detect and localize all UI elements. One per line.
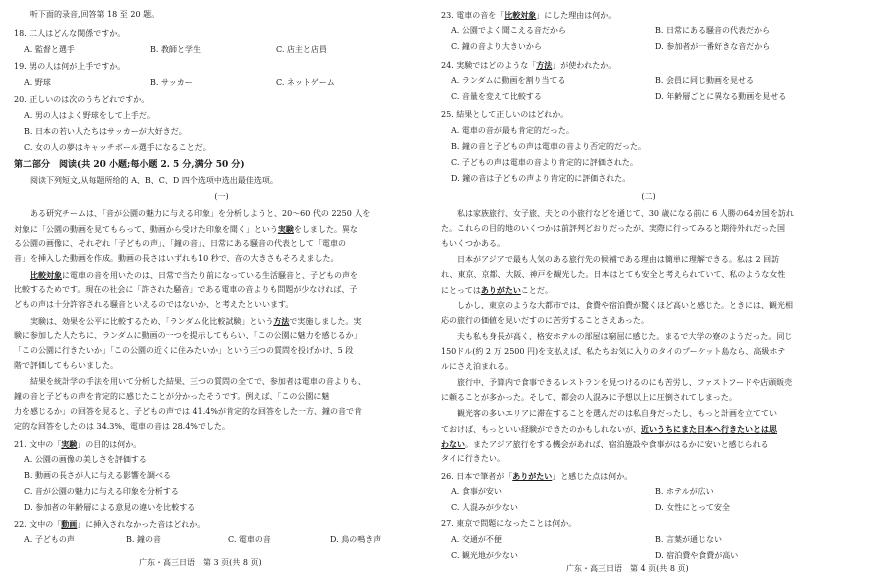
text-run: 」に挿入されなかった音はどれか。 (77, 520, 206, 529)
passage1-line: ある研究チームは、「音が公園の魅力に与える印象」を分析しようと、20～60 代の 2250 人を (30, 209, 371, 218)
passage4-line: 結果を統計学の手法を用いて分析した結果、三つの質問の全てで、参加者は電車の音よりも、 (30, 377, 366, 386)
q25-option-c: C. 子どもの声は電車の音より肯定的に評価された。 (451, 158, 638, 167)
text-run: で実施しました。実 (289, 317, 362, 326)
q26-option-a: A. 食事が安い (451, 487, 502, 496)
passage-b3-line: しかし、東京のような大都市では、食費や宿泊費が驚くほど高いと感じた。ときには、観光相 (457, 301, 793, 310)
q27-stem: 27. 東京で問題になったことは何か。 (441, 519, 577, 528)
keyword: ありがたい (512, 471, 553, 481)
q24-option-c: C. 音量を変えて比較する (451, 92, 542, 101)
q21-option-d: D. 参加者の年齢層による意見の違いを比較する (24, 503, 196, 512)
passage2-line: どもの声は十分許容される騒音といえるのではないか、と考えたといいます。 (14, 300, 294, 309)
keyword: 動画 (61, 519, 78, 529)
q27-option-a: A. 交通が不便 (451, 535, 502, 544)
q21-stem (14, 437, 141, 452)
q23-stem (441, 8, 616, 23)
q22-stem (14, 517, 205, 532)
left-column (14, 0, 429, 577)
passage1-line: 音」を挿入した動画を作成。動画の長さはいずれも10 秒で、音の大きさもそろえました。 (14, 254, 339, 263)
q27-option-c: C. 観光地が少ない (451, 551, 518, 560)
keyword-hikaku: 比較対象 (30, 270, 62, 280)
q19-option-b: B. サッカー (150, 78, 193, 87)
q18-option-a: A. 監督と選手 (24, 45, 75, 54)
text-run: 対象に「公園の動画を見てもらって、動画から受けた印象を聞く」という (14, 225, 278, 234)
q20-option-b: B. 日本の若い人たちはサッカーが大好きだ。 (24, 127, 187, 136)
q20-option-c: C. 女の人の夢はキャッチボール選手になることだ。 (24, 143, 211, 152)
passage4-line: 鐘の音と子どもの声を肯定的に感じたことが分かったそうです。例えば、「この公園に魅 (14, 392, 330, 401)
q19-option-a: A. 野球 (24, 78, 51, 87)
q19-option-c: C. ネットゲーム (276, 78, 335, 87)
section-instruction: 阅读下列短文,从每题所给的 A、B、C、D 四个选项中选出最佳选项。 (30, 176, 278, 185)
q23-option-c: C. 鐘の音より大きいから (451, 42, 542, 51)
q25-option-d: D. 鐘の音は子どもの声より肯定的に評価された。 (451, 174, 631, 183)
text-run: にとっては (441, 286, 481, 295)
q23-option-a: A. 公園でよく聞こえる音だから (451, 26, 566, 35)
right-column (441, 0, 856, 577)
q24-option-a: A. ランダムに動画を割り当てる (451, 76, 566, 85)
q26-option-b: B. ホテルが広い (655, 487, 714, 496)
q27-option-d: D. 宿泊費や食費が高い (655, 551, 739, 560)
page-footer-right: 广东・高三日语 第 4 页(共 8 页) (566, 564, 689, 573)
passage1-line: る公園の画像に、それぞれ「子どもの声」、「鐘の音」、日常にある騒音の代表として「電車の (14, 239, 346, 248)
q18-option-b: B. 教師と学生 (150, 45, 201, 54)
passage-b6-line: 観光客の多いエリアに滞在することを選んだのは私自身だったし、もっと計画を立ててい (457, 409, 777, 418)
q26-option-c: C. 人混みが少ない (451, 503, 518, 512)
keyword: 比較対象 (504, 10, 537, 20)
q23-option-d: D. 参加者が一番好きな音だから (655, 42, 771, 51)
page-footer-left: 广东・高三日语 第 3 页(共 8 页) (139, 558, 262, 567)
q26-stem (441, 469, 632, 484)
q21-option-c: C. 音が公園の魅力に与える印象を分析する (24, 487, 179, 496)
q22-option-b: B. 鐘の音 (126, 535, 161, 544)
section-title: 第二部分 阅读(共 20 小题;每小题 2. 5 分,满分 50 分) (14, 160, 245, 170)
q20-option-a: A. 男の人はよく野球をして上手だ。 (24, 111, 155, 120)
q22-option-a: A. 子どもの声 (24, 535, 75, 544)
passage3-line: 験に参加した人たちに、ランダムに動画の一つを提示してもらい、「この公園に魅力を感じるか」 (14, 331, 362, 340)
passage-b6-line (441, 437, 769, 452)
q24-stem (441, 58, 616, 73)
passage1-line (14, 222, 358, 237)
text-run: 。またアジア旅行をする機会があれば、宿泊施設や食事がはるかに安いと感じられる (465, 440, 769, 449)
text-run: ておけば、もっといい経験ができたのかもしれないが、 (441, 425, 641, 434)
passage-b3-line: 応の旅行の価値を見いだすのに苦労することさえあった。 (441, 316, 649, 325)
passage3-line (30, 314, 361, 329)
passage-heading-1: (一) (214, 192, 229, 201)
text-run: 実験は、効果を公平に比較するため、「ランダム化比較試験」という (30, 317, 274, 326)
passage-b2-line: 日本がアジアで最も人気のある旅行先の候補である理由は簡単に理解できる。私は 2 回訪 (457, 255, 780, 264)
text-run: 」にした理由は何か。 (536, 11, 617, 20)
passage4-line: 力を感じるか」の回答を見ると、子どもの声では 41.4%が肯定的な回答をした一方、鐘の音で肯 (14, 407, 362, 416)
keyword: 方法 (536, 60, 553, 70)
keyword-underlined-sentence: 近いうちにまた日本へ行きたいとは思 (641, 424, 777, 434)
keyword-arigatai: ありがたい (480, 285, 521, 295)
listening-intro: 听下面的录音,回答第 18 至 20 题。 (30, 10, 160, 19)
passage2-line (30, 268, 358, 283)
passage-heading-2: (二) (641, 192, 656, 201)
text-run: 」の目的は何か。 (77, 440, 142, 449)
q27-option-b: B. 言葉が通じない (655, 535, 722, 544)
passage-b6-line: タイに行きたい。 (441, 454, 505, 463)
text-run: 24. 実験ではどのような「 (441, 61, 537, 70)
keyword: 実験 (61, 439, 78, 449)
q18-option-c: C. 店主と店員 (276, 45, 327, 54)
passage3-line: 階で評価してもらいました。 (14, 361, 118, 370)
q18-stem: 18. 二人はどんな関係ですか。 (14, 29, 126, 38)
text-run: 」と感じた点は何か。 (552, 472, 633, 481)
q25-stem: 25. 結果として正しいのはどれか。 (441, 110, 569, 119)
q26-option-d: D. 女性にとって安全 (655, 503, 731, 512)
passage-b6-line (441, 422, 777, 437)
passage-b1-line: もいくつかある。 (441, 239, 505, 248)
passage-b5-line: に頼ることが多かった。そして、都会の人混みに予想以上に圧倒されてしまった。 (441, 393, 737, 402)
passage-b1-line: 私は家族旅行、女子旅、夫との小旅行などを通じて、30 歳になる前に 6 人勝の64カ国を訪れ (457, 209, 794, 218)
text-run: をしました。異な (293, 225, 358, 234)
q25-option-b: B. 鐘の音と子どもの声は電車の音より否定的だった。 (451, 142, 646, 151)
passage3-line: 「この公園に行きたいか」「この公園の近くに住みたいか」という三つの質問を投げかけ、5 段 (14, 346, 354, 355)
passage-b2-line (441, 283, 553, 298)
text-run: 」が使われたか。 (552, 61, 617, 70)
q24-option-d: D. 年齢層ごとに異なる動画を見せる (655, 92, 787, 101)
passage2-line: 比較するためです。現在の社会に「許された騒音」である電車の音よりも問題が少なければ、子 (14, 285, 358, 294)
q21-option-b: B. 動画の長さが人に与える影響を調べる (24, 471, 171, 480)
keyword-jikken: 実験 (277, 224, 294, 234)
text-run: 22. 文中の「 (14, 520, 62, 529)
q21-option-a: A. 公園の画像の美しさを評価する (24, 455, 147, 464)
text-run: 21. 文中の「 (14, 440, 62, 449)
q22-option-c: C. 電車の音 (228, 535, 271, 544)
passage-b4-line: ルにさえ泊まれる。 (441, 362, 513, 371)
passage-b5-line: 旅行中、予算内で食事できるレストランを見つけるのにも苦労し、ファストフードや店頭販売 (457, 378, 793, 387)
q24-option-b: B. 会員に同じ動画を見せる (655, 76, 754, 85)
q23-option-b: B. 日常にある騒音の代表だから (655, 26, 770, 35)
text-run: に電車の音を用いたのは、日常で当たり前になっている生活騒音と、子どもの声を (62, 271, 358, 280)
text-run: ことだ。 (520, 286, 553, 295)
q25-option-a: A. 電車の音が最も肯定的だった。 (451, 126, 574, 135)
text-run: 26. 日本で筆者が「 (441, 472, 513, 481)
passage-b2-line: れ、東京、京都、大阪、神戸を観光した。日本はとても安全と考えられていて、私のような女性 (441, 270, 786, 279)
text-run: 23. 電車の音を「 (441, 11, 505, 20)
q20-stem: 20. 正しいのは次のうちどれですか。 (14, 95, 150, 104)
keyword-houhou: 方法 (273, 316, 290, 326)
q19-stem: 19. 男の人は何が上手ですか。 (14, 62, 126, 71)
q22-option-d: D. 鳥の鳴き声 (330, 535, 382, 544)
passage-b4-line: 夫も私も身長が高く、格安ホテルの部屋は窮屈に感じた。まるで大学の寮のようだった。同じ (457, 332, 793, 341)
passage4-line: 定的な回答をしたのは 34.3%、電車の音は 28.4%でした。 (14, 422, 230, 431)
passage-b4-line: 150ドル(約 2 万 2500 円)を支払えば、私たちお気に入りのタイのプーケット島なら、高級ホテ (441, 347, 786, 356)
keyword-underlined-sentence: わない (441, 439, 465, 449)
passage-b1-line: た。これらの目的地のいくつかは前評判どおりだったが、実際に行ってみると期待外れだった国 (441, 224, 785, 233)
